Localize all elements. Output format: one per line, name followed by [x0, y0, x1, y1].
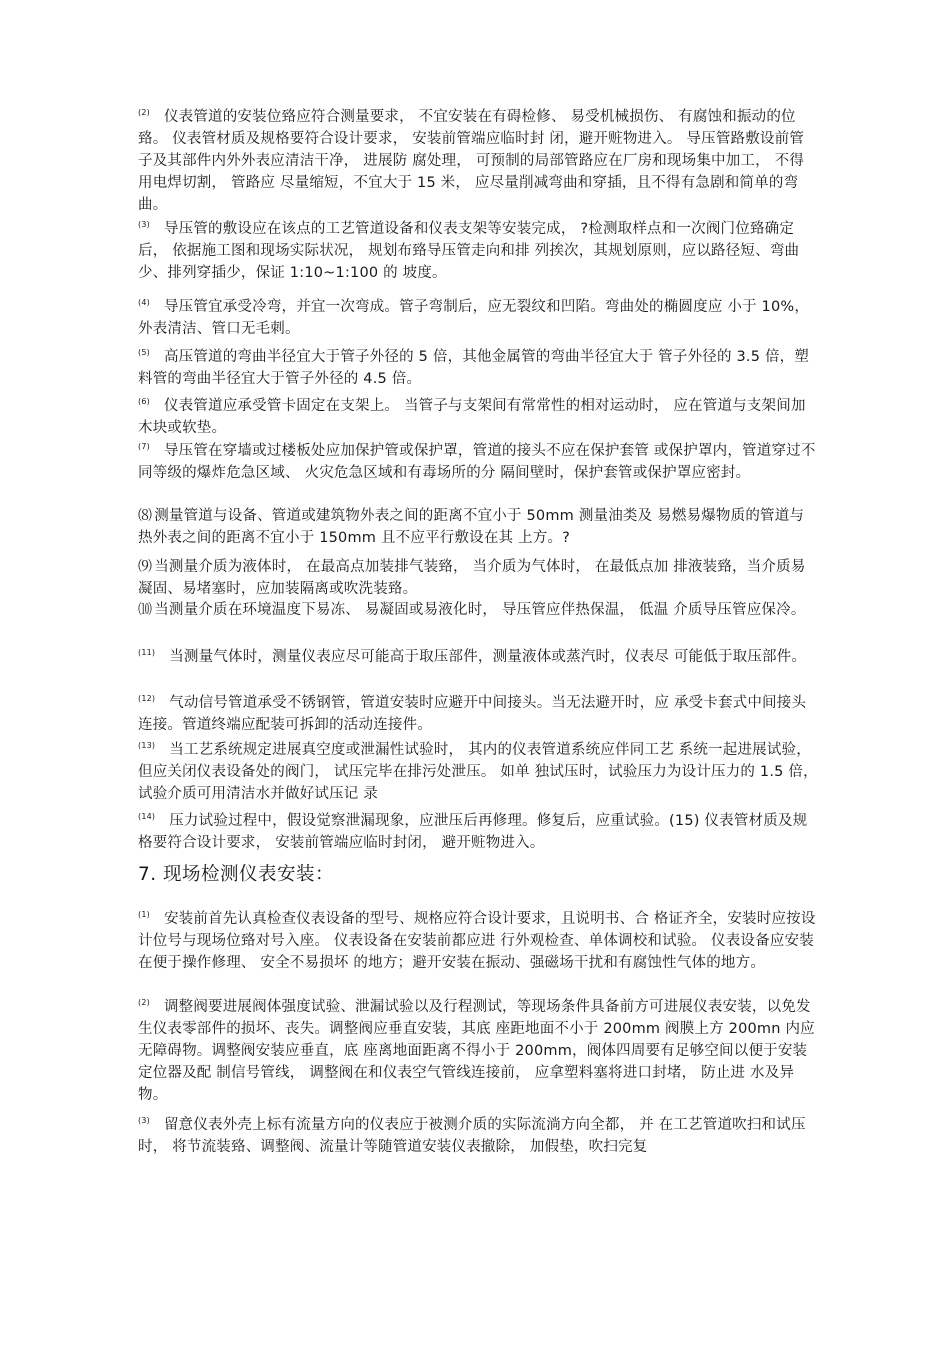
item-text: 仪表管道应承受管卡固定在支架上。 当管子与支架间有常常性的相对运动时， 应在管道与支架间加木块或软垫。 — [138, 398, 806, 436]
list-item — [138, 904, 818, 974]
item-number: ⑽ — [138, 602, 153, 618]
item-number: ⑼ — [138, 559, 153, 575]
list-item — [138, 391, 818, 439]
item-number: (7) — [138, 442, 150, 451]
item-number: (4) — [138, 298, 150, 307]
item-text: 导压管宜承受冷弯，并宜一次弯成。管子弯制后，应无裂纹和凹陷。弯曲处的椭圆度应 小于 10%，外表清洁、管口无毛刺。 — [138, 299, 810, 337]
list-item — [138, 806, 818, 854]
item-text: 当工艺系统规定进展真空度或泄漏性试验时， 其内的仪表管道系统应伴同工艺 系统一起进展试验， 但应关闭仪表设备处的阀门， 试压完毕在排污处泄压。 如单 独试压时，试验压力为设计压力的 1.5 倍，试验介质可用清洁水并做好试压记 录 — [138, 742, 818, 802]
list-item — [138, 505, 818, 549]
list-item — [138, 556, 818, 600]
item-text: 导压管的敷设应在该点的工艺管道设备和仪表支架等安装完成， ?检测取样点和一次阀门位臵确定后， 依据施工图和现场实际状况， 规划布臵导压管走向和排 列挨次，其规划原则，应以路径短、弯曲少、排列穿插少，保证 1:10~1:100 的 坡度。 — [138, 221, 800, 281]
item-text: 导压管在穿墙或过楼板处应加保护管或保护罩，管道的接头不应在保护套管 或保护罩内，管道穿过不同等级的爆炸危急区域、 火灾危急区域和有毒场所的分 隔间壁时，保护套管或保护罩应密封。 — [138, 443, 816, 481]
item-text: 当测量气体时，测量仪表应尽可能高于取压部件，测量液体或蒸汽时，仪表尽 可能低于取压部件。 — [169, 649, 807, 665]
item-text: 安装前首先认真检查仪表设备的型号、规格应符合设计要求，且说明书、合 格证齐全，安装时应按设计位号与现场位臵对号入座。 仪表设备在安装前都应进 行外观检查、单体调校和试验。 仪表设备应安装在便于操作修理、 安全不易损坏 的地方；避开安装在振动、强磁场干扰和有腐蚀性气体的地方。 — [138, 911, 816, 971]
item-number: (14) — [138, 812, 156, 821]
item-text: 测量管道与设备、管道或建筑物外表之间的距离不宜小于 50mm 测量油类及 易燃易爆物质的管道与热外表之间的距离不宜小于 150mm 且不应平行敷设在其 上方。? — [138, 508, 805, 546]
item-number: (5) — [138, 348, 150, 357]
item-number: (13) — [138, 741, 156, 750]
item-number: (1) — [138, 910, 150, 919]
item-text: 高压管道的弯曲半径宜大于管子外径的 5 倍，其他金属管的弯曲半径宜大于 管子外径的 3.5 倍，塑料管的弯曲半径宜大于管子外径的 4.5 倍。 — [138, 349, 810, 387]
list-item — [138, 436, 818, 484]
item-text: 当测量介质为液体时， 在最高点加装排气装臵， 当介质为气体时， 在最低点加 排液装臵，当介质易凝固、易堵塞时，应加装隔离或吹洗装臵。 — [138, 559, 806, 597]
item-number: (3) — [138, 220, 150, 229]
item-number: ⑻ — [138, 508, 153, 524]
item-text: 调整阀要进展阀体强度试验、泄漏试验以及行程测试，等现场条件具备前方可进展仪表安装，以免发生仪表零部件的损坏、丧失。调整阀应垂直安装，其底 座距地面不小于 200mm 阀膜上方 200mn 内应无障碍物。调整阀安装应垂直，底 座离地面距离不得小于 200mm，阀体四周要有足够空间以便于安装定位器及配 制信号管线， 调整阀在和仪表空气管线连接前， 应拿塑料塞将进口封堵， 防止进 水及异物。 — [138, 999, 815, 1103]
item-text: 仪表管道的安装位臵应符合测量要求， 不宜安装在有碍检修、 易受机械损伤、 有腐蚀和振动的位臵。 仪表管材质及规格要符合设计要求， 安装前管端应临时封 闭，避开赃物进入。 导压管路敷设前管子及其部件内外外表应清洁干净， 进展防 腐处理， 可预制的局部管路应在厂房和现场集中加工， 不得用电焊切割， 管路应 尽量缩短，不宜大于 15 米， 应尽量削减弯曲和穿插，且不得有急剧和简单的弯 曲。 — [138, 109, 805, 213]
item-number: (6) — [138, 397, 150, 406]
list-item — [138, 688, 818, 736]
list-item — [138, 992, 818, 1106]
list-item — [138, 1110, 818, 1158]
list-item — [138, 102, 818, 216]
list-item — [138, 292, 818, 340]
list-item — [138, 599, 818, 621]
item-number: (3) — [138, 1116, 150, 1125]
item-text: 留意仪表外壳上标有流量方向的仪表应于被测介质的实际流淌方向全都， 并 在工艺管道吹扫和试压时， 将节流装臵、调整阀、流量计等随管道安装仪表撤除， 加假垫，吹扫完复 — [138, 1117, 806, 1155]
list-item — [138, 642, 818, 668]
item-number: (2) — [138, 998, 150, 1007]
item-number: (12) — [138, 694, 156, 703]
item-number: (2) — [138, 108, 150, 117]
list-item — [138, 342, 818, 390]
item-text: 压力试验过程中，假设觉察泄漏现象，应泄压后再修理。修复后，应重试验。(15) 仪表管材质及规格要符合设计要求， 安装前管端应临时封闭， 避开赃物进入。 — [138, 813, 808, 851]
item-number: (11) — [138, 648, 156, 657]
section-heading: 7. 现场检测仪表安装： — [138, 864, 335, 885]
list-item — [138, 214, 818, 284]
list-item — [138, 735, 818, 805]
item-text: 气动信号管道承受不锈钢管，管道安装时应避开中间接头。当无法避开时，应 承受卡套式中间接头连接。管道终端应配装可拆卸的活动连接件。 — [138, 695, 807, 733]
item-text: 当测量介质在环境温度下易冻、 易凝固或易液化时， 导压管应伴热保温， 低温 介质导压管应保冷。 — [154, 602, 806, 618]
